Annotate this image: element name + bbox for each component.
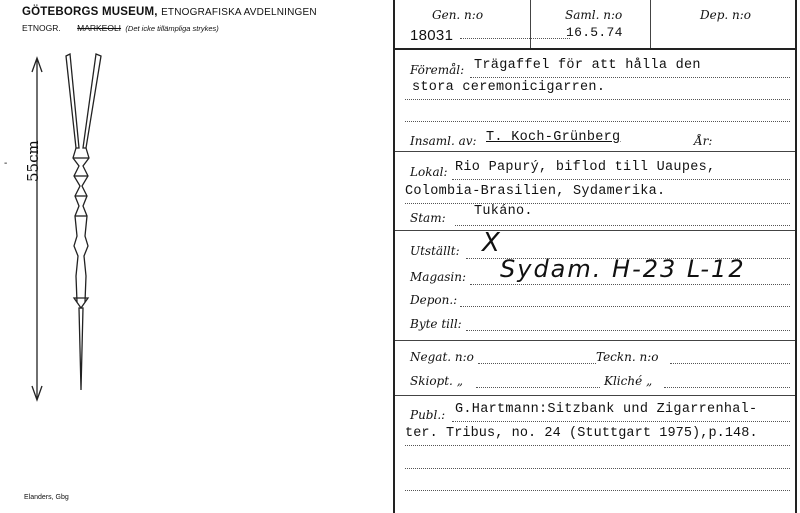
cliche-label: Kliché „ — [604, 374, 653, 388]
lokal-label: Lokal: — [410, 165, 448, 179]
fork-prong-right — [83, 54, 101, 148]
publ-dots3 — [405, 468, 790, 469]
teckn-label: Teckn. n:o — [596, 350, 659, 364]
object-sketch — [0, 40, 140, 480]
spike-tip — [79, 308, 83, 390]
insaml-label: Insaml. av: — [410, 134, 477, 148]
rule-negat — [395, 395, 795, 396]
magasin-value: Sydam. H-23 L-12 — [500, 255, 746, 283]
saml-value: 16.5.74 — [566, 25, 623, 40]
stam-label: Stam: — [410, 211, 446, 225]
rule-insaml — [395, 151, 795, 152]
publ-dots2 — [405, 445, 790, 446]
publ-line2: ter. Tribus, no. 24 (Stuttgart 1975),p.148. — [405, 426, 758, 441]
lokal-dots1 — [452, 179, 790, 180]
saml-label: Saml. n:o — [565, 8, 623, 22]
depon-dots — [460, 306, 790, 307]
shaft-left-edge — [73, 148, 80, 302]
byte-label: Byte till: — [410, 317, 462, 331]
strike-note: (Det icke tillämpliga strykes) — [125, 24, 219, 33]
publ-line1: G.Hartmann:Sitzbank und Zigarrenhal- — [455, 402, 758, 417]
lokal-dots2 — [405, 203, 790, 204]
department-line — [22, 23, 219, 33]
printer-imprint: Elanders, Gbg — [24, 494, 69, 501]
rule-magasin — [395, 340, 795, 341]
cliche-dots — [664, 387, 790, 388]
publ-dots4 — [405, 490, 790, 491]
depon-label: Depon.: — [410, 293, 458, 307]
gen-value: 18031 — [410, 27, 454, 44]
insaml-value: T. Koch-Grünberg — [486, 130, 621, 145]
lokal-line1: Rio Papurý, biflod till Uaupes, — [455, 160, 716, 175]
byte-dots — [466, 330, 790, 331]
foremal-dots3 — [405, 121, 790, 122]
museum-header — [22, 6, 317, 18]
foremal-line2: stora ceremonicigarren. — [412, 80, 606, 95]
skiopt-label: Skiopt. „ — [410, 374, 463, 388]
rule-top — [395, 48, 795, 50]
utstallt-value: X — [482, 228, 502, 258]
foremal-line1: Trägaffel för att hålla den — [474, 58, 701, 73]
divider-1 — [530, 0, 531, 48]
rule-lokal — [395, 230, 795, 231]
shaft-right-edge — [82, 148, 89, 302]
lokal-line2: Colombia-Brasilien, Sydamerika. — [405, 184, 666, 199]
stam-value: Tukáno. — [474, 204, 533, 219]
marked-label: MARKEOLI — [77, 23, 122, 33]
utstallt-label: Utställt: — [410, 244, 460, 258]
divider-2 — [650, 0, 651, 48]
gen-label: Gen. n:o — [432, 8, 484, 22]
teckn-dots — [670, 363, 790, 364]
museum-name: GÖTEBORGS MUSEUM, — [22, 6, 158, 18]
department-name: ETNOGRAFISKA AVDELNINGEN — [161, 7, 317, 18]
card-left-border — [393, 0, 395, 513]
gen-dots — [460, 38, 570, 39]
magasin-label: Magasin: — [410, 270, 467, 284]
fork-prong-left — [66, 54, 79, 148]
foremal-dots2 — [405, 99, 790, 100]
card-right-border — [795, 0, 797, 513]
dep-label: Dep. n:o — [700, 8, 752, 22]
foremal-dots1 — [470, 77, 790, 78]
spike-collar — [74, 298, 88, 308]
tick-mark: - — [4, 158, 8, 169]
negat-label: Negat. n:o — [410, 350, 474, 364]
etnogr-label: ETNOGR. — [22, 23, 61, 33]
magasin-dots — [470, 284, 790, 285]
stam-dots — [455, 225, 790, 226]
foremal-label: Föremål: — [410, 63, 465, 77]
publ-dots1 — [452, 421, 790, 422]
ar-label: År: — [694, 134, 713, 148]
size-label: 55cm — [24, 140, 42, 182]
skiopt-dots — [476, 387, 600, 388]
negat-dots — [478, 363, 596, 364]
publ-label: Publ.: — [410, 408, 446, 422]
